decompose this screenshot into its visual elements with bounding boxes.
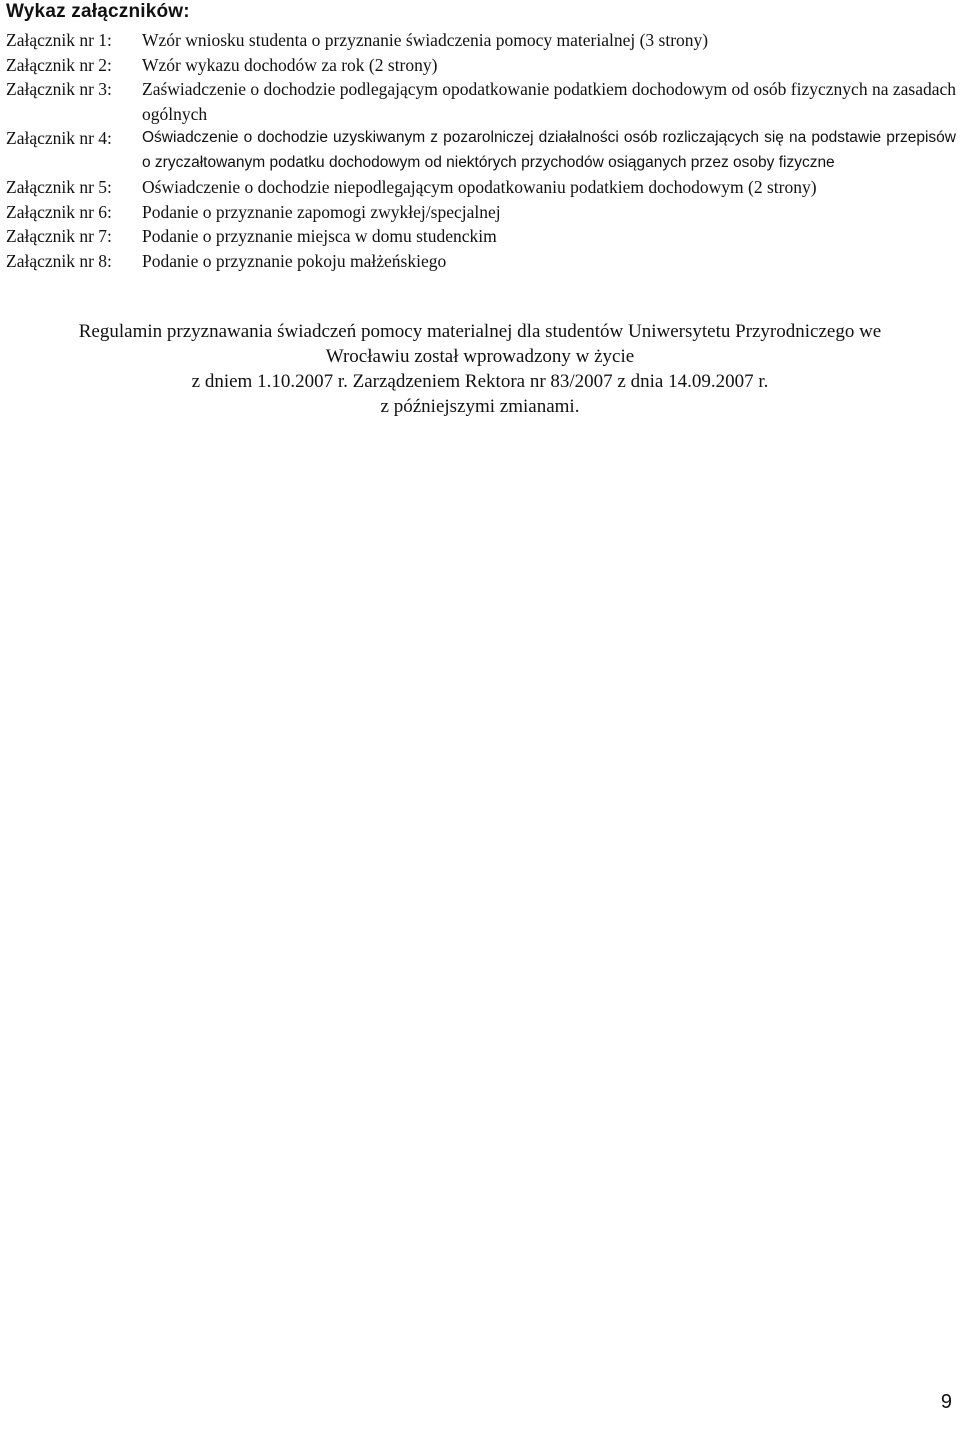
page-number: 9 xyxy=(940,1391,952,1413)
attachments-heading: Wykaz załączników: xyxy=(6,1,190,22)
attachment-description: Oświadczenie o dochodzie uzyskiwanym z pozarolniczej działalności osób rozliczających się na podstawie przepisów o zryczałtowanym podatku dochodowym od niektórych przychodów osiąganych przez osoby fizyczne xyxy=(142,129,956,171)
attachment-item-7 xyxy=(6,224,956,249)
attachment-description: Zaświadczenie o dochodzie podlegającym opodatkowanie podatkiem dochodowym od osób fizycznych na zasadach ogólnych xyxy=(142,79,956,124)
attachment-description: Wzór wniosku studenta o przyznanie świadczenia pomocy materialnej (3 strony) xyxy=(142,30,709,50)
regulation-note-line-4: z późniejszymi zmianami. xyxy=(380,396,580,417)
attachment-label: Załącznik nr 8: xyxy=(6,250,112,271)
attachment-label: Załącznik nr 3: xyxy=(6,79,112,99)
attachment-label: Załącznik nr 2: xyxy=(6,54,112,75)
regulation-note-line-1: Regulamin przyznawania świadczeń pomocy materialnej dla studentów Uniwersytetu Przyrodniczego we xyxy=(78,321,882,342)
attachment-item-6 xyxy=(6,200,956,225)
attachment-label: Załącznik nr 7: xyxy=(6,226,112,246)
attachments-list xyxy=(6,28,956,273)
regulation-note-line-3: z dniem 1.10.2007 r. Zarządzeniem Rektora nr 83/2007 z dnia 14.09.2007 r. xyxy=(191,371,769,392)
attachment-description: Wzór wykazu dochodów za rok (2 strony) xyxy=(142,54,438,75)
attachment-label: Załącznik nr 4: xyxy=(6,128,112,148)
attachment-description: Podanie o przyznanie pokoju małżeńskiego xyxy=(142,250,447,271)
attachment-description: Oświadczenie o dochodzie niepodlegającym opodatkowaniu podatkiem dochodowym (2 strony) xyxy=(142,177,817,197)
attachment-description: Podanie o przyznanie miejsca w domu studenckim xyxy=(142,226,497,246)
attachment-label: Załącznik nr 5: xyxy=(6,177,112,197)
attachment-item-8 xyxy=(6,249,956,274)
regulation-note-line-2: Wrocławiu został wprowadzony w życie xyxy=(325,346,635,367)
regulation-effective-note xyxy=(0,319,960,419)
attachment-label: Załącznik nr 1: xyxy=(6,30,112,50)
attachment-item-3 xyxy=(6,77,956,126)
attachment-description: Podanie o przyznanie zapomogi zwykłej/specjalnej xyxy=(142,201,501,222)
attachment-item-2 xyxy=(6,53,956,78)
attachment-item-4 xyxy=(6,126,956,175)
attachment-item-1 xyxy=(6,28,956,53)
attachment-item-5 xyxy=(6,175,956,200)
attachment-label: Załącznik nr 6: xyxy=(6,201,112,222)
